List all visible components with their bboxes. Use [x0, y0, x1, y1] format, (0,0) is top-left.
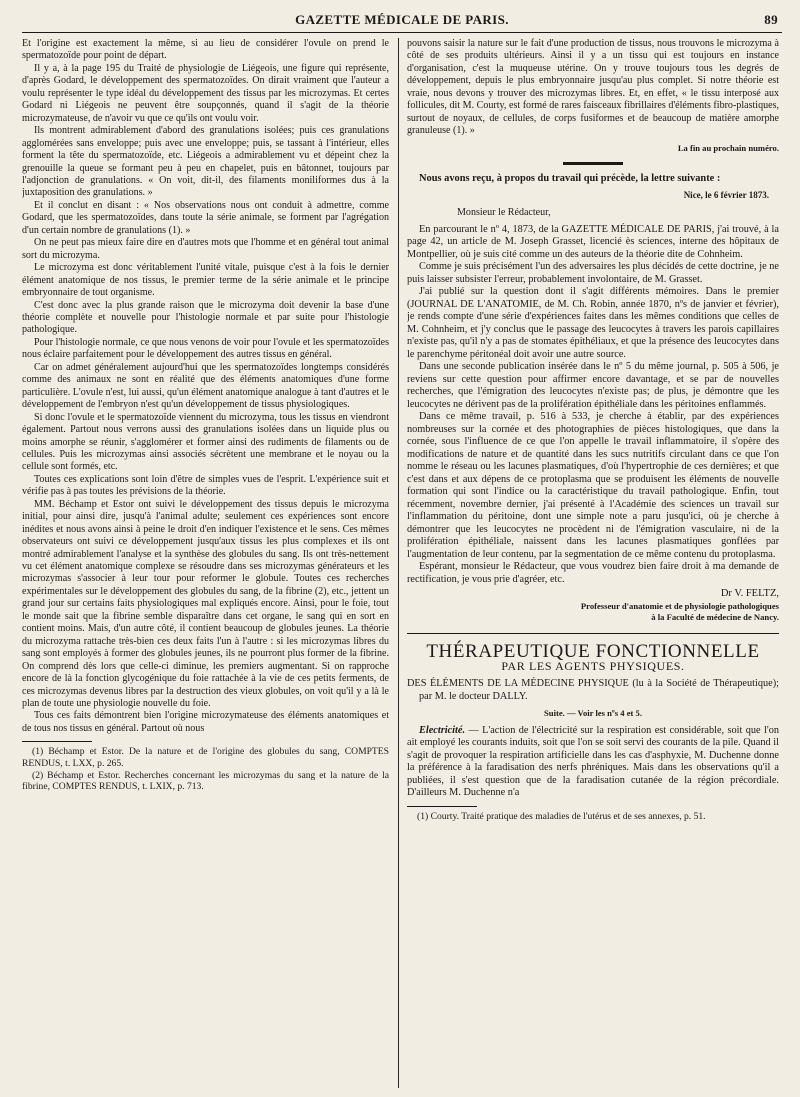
paragraph: Le microzyma est donc véritablement l'unité vitale, puisque c'est à la fois le dernier élément anatomique de nos tissus, le premier terme de la série animale et le principe embryonnaire de tout organisme.: [22, 262, 389, 299]
letter-paragraph: Dans une seconde publication insérée dans le nº 5 du même journal, p. 505 à 506, je reviens sur cette question pour affirmer encore davantage, et se par de nouvelles recherches, que l'émigration des leucocytes n'existe pas; de plus, je démontre que les leucocytes ne dérivent pas de la prolifération épithéliale dans les péritoines enflammés.: [407, 361, 779, 410]
paragraph: MM. Béchamp et Estor ont suivi le développement des tissus depuis le microzyma initial, pour ainsi dire, jusqu'à l'animal adulte; seulement ces expériences sont encore inédites et nous avons ainsi à peine le droit d'en indiquer l'existence et le sens. Ces mêmes observateurs ont suivi ce développement jusqu'aux tissus les plus complexes et ils ont montré admirablement l'analyse et la synthèse des globules du sang. Ils ont très-nettement vu cet élément anatomique complexe se résoudre dans ses microzymas générateurs et les microzymas s'associer à leur tour pour reformer le globule. Toutes ces recherches expérimentales sur le développement des globules du sang, de la fibrine (2), etc., jettent un grand jour sur certains faits physiologiques mal expliqués encore. Ainsi, pour le foie, tout le monde sait que la fibrine semble disparaître dans cet organe, le sang qui en sort en contient moins. Mais, d'un autre côté, il contient beaucoup de globules jeunes. La théorie du microzyma rattache très-bien ces deux faits l'un à l'autre : si les microzymas libres du sang sont employés à former des globules jeunes, ils ne pourront plus former de la fibrine. On comprend dès lors que celle-ci diminue, les premiers augmentant. Si on rapproche encore de là la fonction glycogénique du foie rattachée à la vie de ces petits ferments, de ces microzymas devenus libres par la destruction des vieux globules, on voit qu'il y a là le plan de toute une physiologie nouvelle du foie.: [22, 498, 389, 710]
paragraph: C'est donc avec la plus grande raison que le microzyma doit devenir la base d'une théorie complète et nouvelle pour l'histologie normale et par suite pour l'histologie pathologique.: [22, 299, 389, 336]
section-description: DES ÉLÉMENTS DE LA MÉDECINE PHYSIQUE (lu à la Société de Thérapeutique); par M. le docteur DALLY.: [407, 678, 779, 702]
left-column: [22, 38, 389, 1090]
paragraph: On ne peut pas mieux faire dire en d'autres mots que l'homme et en général tout animal sort du microzyma.: [22, 237, 389, 261]
letter-paragraph: Espérant, monsieur le Rédacteur, que vous voudrez bien faire droit à ma demande de rectification, je vous prie d'agréer, etc.: [407, 561, 779, 585]
signature-title: Professeur d'anatomie et de physiologie pathologiques: [580, 600, 779, 611]
paragraph: Tous ces faits démontrent bien l'origine microzymateuse des éléments anatomiques et de tous nos tissus en général. Partout où nous: [22, 710, 389, 734]
letter-intro: Nous avons reçu, à propos du travail qui précède, la lettre suivante :: [419, 173, 721, 185]
letter-paragraph: En parcourant le nº 4, 1873, de la GAZETTE MÉDICALE DE PARIS, j'ai trouvé, à la page 42, un article de M. Joseph Grasset, licencié ès sciences, interne des hôpitaux de Montpellier, où je suis cité comme un des auteurs de la théorie dite de Cohnheim.: [407, 223, 779, 260]
section-rule: [407, 633, 779, 634]
letter-paragraph: J'ai publié sur la question dont il s'agit différents mémoires. Dans le premier (JOURNAL DE L'ANATOMIE, de M. Ch. Robin, année 1870, nºs de janvier et février), je rends compte d'une série d'expériences faites dans les mêmes conditions que celles de M. Cohnheim, et j'y conclus que le passage des leucocytes à travers les parois capillaires n'existe pas, qu'il n'y a pas de stomates épithéliaux, et que la présence des leucocytes dans le parenchyme péritonéal doit avoir une autre source.: [407, 286, 779, 360]
paragraph: Si donc l'ovule et le spermatozoïde viennent du microzyma, tous les tissus en viendront également. Partout nous verrons aussi des granulations isolées dans un liquide plus ou moins amorphe se réunir, s'agglomérer et former ainsi des rudiments de filaments ou de cellules. Puis les microzymas ainsi associés sécrètent une membrane et le noyau ou la cellule sont formés, etc.: [22, 411, 389, 473]
footnote-rule: [22, 741, 92, 742]
journal-title: GAZETTE MÉDICALE DE PARIS.: [295, 12, 509, 27]
right-column: [407, 38, 779, 1090]
signature-title: à la Faculté de médecine de Nancy.: [651, 611, 779, 622]
footnote: (1) Courty. Traité pratique des maladies de l'utérus et de ses annexes, p. 51.: [417, 810, 706, 822]
letter-body: [407, 224, 779, 587]
paragraph: Pour l'histologie normale, ce que nous venons de voir pour l'ovule et les spermatozoïdes nous éclaire parfaitement pour le développement des autres tissus en général.: [22, 336, 389, 361]
section-title: THÉRAPEUTIQUE FONCTIONNELLE: [426, 640, 760, 662]
paragraph: Ils montrent admirablement d'abord des granulations isolées; puis ces granulations agglomérées sans enveloppe; puis avec une enveloppe; puis, se tassant à l'intérieur, elles forment la tête du spermatozoïde, etc. Liégeois a admirablement vu et dépeint chez la grenouille la queue se formant peu à peu en chapelet, puis en bâtonnet, toujours par l'adjonction de granulations. « On voit, dit-il, des filaments moniliformes dus à la juxtaposition des granulations. »: [22, 125, 389, 199]
to-be-continued-note: La fin au prochain numéro.: [677, 142, 779, 153]
footnote: (2) Béchamp et Estor. Recherches concernant les microzymas du sang et la nature de la fibrine, COMPTES RENDUS, t. LXIX, p. 713.: [22, 769, 389, 793]
section-separator: [563, 162, 623, 165]
paragraph: Et il conclut en disant : « Nos observations nous ont conduit à admettre, comme Godard, que les spermatozoïdes, dans toute la série animale, se forment par l'agrégation d'un certain nombre de granulations (1). »: [22, 199, 389, 236]
newspaper-page: [22, 8, 782, 1093]
letter-signature: Dr V. FELTZ,: [720, 588, 779, 600]
page-header: [22, 8, 782, 33]
section-subtitle: PAR LES AGENTS PHYSIQUES.: [501, 658, 685, 673]
paragraph: Il y a, à la page 195 du Traité de physiologie de Liégeois, une figure qui représente, d'après Godard, le développement des spermatozoïdes. On dirait vraiment que l'auteur a voulu représenter le type idéal du développement des tissus par les microzymas. Et certes Godard ni Liégeois ne peuvent être soupçonnés, quand il s'agit de la théorie microzymateuse, de n'avoir vu que ce qu'ils ont voulu voir.: [22, 62, 389, 124]
electricity-paragraph: [407, 725, 779, 800]
continuation-paragraph: pouvons saisir la nature sur le fait d'une production de tissus, nous trouvons le microzyma à côté de ses produits ultérieurs. Ainsi il y a un tissu qui est toujours en instance d'organisation, c'est la muqueuse utérine. On y trouve toujours tous les degrés de développement, depuis le plus embryonnaire jusqu'au plus complet. Si notre théorie est vraie, nous devons y trouver des microzymas libres. Et, en effet, « le tissu interposé aux follicules, dit M. Courty, est formé de rares faisceaux fibrillaires d'éléments fibro-plastiques, surtout de noyaux, de cellules, de corps fusiformes et de beaucoup de matière amorphe granuleuse (1). »: [407, 38, 779, 137]
footnote: (1) Béchamp et Estor. De la nature et de l'origine des globules du sang, COMPTES RENDUS, t. LXX, p. 265.: [22, 746, 389, 769]
paragraph: Car on admet généralement aujourd'hui que les spermatozoïdes longtemps considérés comme des animaux ne sont en réalité que des éléments anatomiques d'une forme particulière. L'ovule n'est, lui aussi, qu'un élément anatomique analogue à tant d'autres et le développement de l'embryon n'est qu'un développement de tissus physiologiques.: [22, 361, 389, 411]
paragraph-lead: Electricité.: [419, 724, 466, 736]
column-divider: [398, 38, 399, 1088]
paragraph: Toutes ces explications sont loin d'être de simples vues de l'esprit. L'expérience suit et vérifie pas à pas toutes les prévisions de la théorie.: [22, 473, 389, 498]
letter-paragraph: Dans ce même travail, p. 516 à 533, je cherche à établir, par des expériences nombreuses sur la cornée et des photographies de pièces histologiques, que dans la cornée, sous l'influence de ce que l'on appelle le travail inflammatoire, il s'opère des modifications de nature et de quantité dans les sucs nutritifs circulant dans ce que l'on nomme le réseau ou les lacunes plasmatiques, d'où l'hypertrophie de ces dernières; et que c'est dans et aux dépens de ce protoplasma que se produisent les éléments de nouvelle formation qui sont l'indice ou la caractéristique du travail pathologique. Enfin, tout récemment, novembre dernier, j'ai présenté à l'Académie des sciences un travail sur l'inflammation du péritoine, dont une simple note a paru jusqu'ici, où je cherche à démontrer que les leucocytes ne procèdent ni de l'émigration vasculaire, ni de la prolifération épithéliale, naissent dans les lacunes plasmatiques gonflées par l'augmentation de leur contenu, par la segmentation de ce même contenu du protoplasma.: [407, 411, 779, 560]
electricity-section: [407, 725, 779, 800]
letter-paragraph: Comme je suis précisément l'un des adversaires les plus décidés de cette doctrine, je ne puis laisser subsister l'erreur, probablement involontaire, de M. Grasset.: [407, 261, 779, 285]
page-number: 89: [764, 12, 778, 27]
paragraph: Et l'origine est exactement la même, si au lieu de considérer l'ovule on prend le spermatozoïde pour point de départ.: [22, 38, 389, 62]
footnote-rule: [407, 806, 477, 807]
paragraph-text: — L'action de l'électricité sur la respiration est considérable, soit que l'on ait employé les courants induits, soit que l'on se soit servi des courants de la pile. Quand il s'agit de provoquer la respiration artificielle dans les cas d'asphyxie, M. Duchenne donne la préférence à la faradisation des nerfs phréniques. Mais dans les observations qu'il a publiées, il s'est question que de la faradisation cutanée de la région précordiale. D'ailleurs M. Duchenne n'a: [407, 724, 779, 799]
letter-salutation: Monsieur le Rédacteur,: [457, 207, 551, 219]
letter-dateline: Nice, le 6 février 1873.: [683, 189, 769, 200]
suite-note: Suite. — Voir les nºs 4 et 5.: [544, 708, 642, 719]
